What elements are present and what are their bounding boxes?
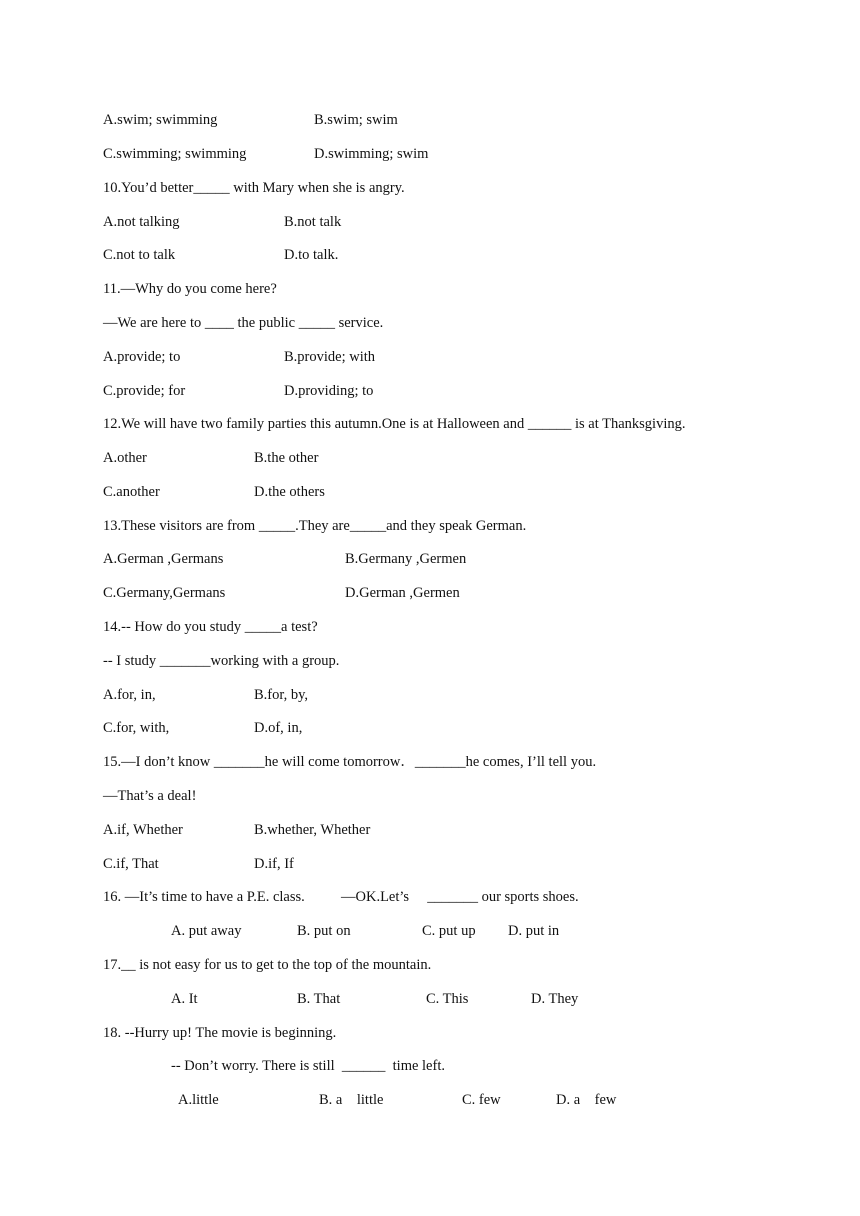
option-a: A.if, Whether <box>103 822 183 838</box>
question-stem: 17.__ is not easy for us to get to the top of the mountain. <box>103 957 432 973</box>
option-b: B. a little <box>319 1092 384 1108</box>
option-b: B.Germany ,Germen <box>345 551 467 567</box>
option-c: C.provide; for <box>103 383 186 399</box>
option-a: A. It <box>171 991 198 1007</box>
option-c: C.not to talk <box>103 247 176 263</box>
question-stem-line-2: —That’s a deal! <box>103 788 197 804</box>
option-c: C.swimming; swimming <box>103 146 247 162</box>
option-a: A.provide; to <box>103 349 181 365</box>
option-c: C. few <box>462 1092 501 1108</box>
option-a: A.not talking <box>103 214 180 230</box>
option-a: A.other <box>103 450 147 466</box>
option-b: B.whether, Whether <box>254 822 371 838</box>
option-b: B.swim; swim <box>314 112 398 128</box>
option-d: D.providing; to <box>284 383 374 399</box>
option-d: D.swimming; swim <box>314 146 429 162</box>
option-d: D.German ,Germen <box>345 585 460 601</box>
option-b: B. put on <box>297 923 351 939</box>
option-a: A.for, in, <box>103 687 156 703</box>
question-stem: 15.—I don’t know _______he will come tomorrow．_______he comes, I’ll tell you. <box>103 754 597 770</box>
question-stem: 12.We will have two family parties this autumn.One is at Halloween and ______ is at Thanksgiving. <box>103 416 686 432</box>
option-b: B.provide; with <box>284 349 376 365</box>
question-stem: 13.These visitors are from _____.They are_____and they speak German. <box>103 518 527 534</box>
question-stem: 14.-- How do you study _____a test? <box>103 619 318 635</box>
option-d: D. They <box>531 991 579 1007</box>
option-c: C. put up <box>422 923 476 939</box>
option-d: D. a few <box>556 1092 617 1108</box>
question-stem-line-2: —We are here to ____ the public _____ service. <box>103 315 384 331</box>
option-c: C.if, That <box>103 856 159 872</box>
option-c: C.for, with, <box>103 720 170 736</box>
option-b: B.the other <box>254 450 319 466</box>
option-c: C.another <box>103 484 160 500</box>
option-d: D.if, If <box>254 856 294 872</box>
option-d: D. put in <box>508 923 560 939</box>
question-stem: 11.—Why do you come here? <box>103 281 277 297</box>
option-d: D.to talk. <box>284 247 339 263</box>
option-a: A.swim; swimming <box>103 112 218 128</box>
option-a: A.little <box>178 1092 219 1108</box>
option-b: B. That <box>297 991 341 1007</box>
option-a: A.German ,Germans <box>103 551 224 567</box>
option-d: D.of, in, <box>254 720 303 736</box>
question-stem-line-2: -- Don’t worry. There is still ______ time left. <box>171 1058 445 1074</box>
question-stem: 18. --Hurry up! The movie is beginning. <box>103 1025 337 1041</box>
option-d: D.the others <box>254 484 325 500</box>
option-c: C.Germany,Germans <box>103 585 226 601</box>
question-stem: 16. —It’s time to have a P.E. class. —OK.Let’s _______ our sports shoes. <box>103 889 579 905</box>
option-c: C. This <box>426 991 469 1007</box>
question-stem-line-2: -- I study _______working with a group. <box>103 653 340 669</box>
option-a: A. put away <box>171 923 242 939</box>
option-b: B.for, by, <box>254 687 309 703</box>
option-b: B.not talk <box>284 214 342 230</box>
question-stem: 10.You’d better_____ with Mary when she is angry. <box>103 180 405 196</box>
